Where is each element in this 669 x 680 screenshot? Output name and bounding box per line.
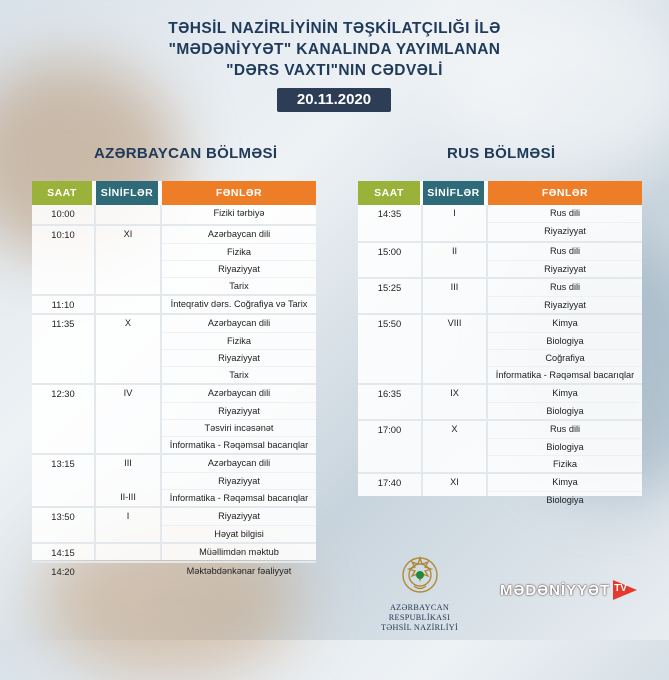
class-line: X (451, 424, 458, 434)
subjects-cell (488, 243, 642, 277)
subject-line: Biologiya (488, 491, 642, 509)
table-row (32, 453, 316, 506)
time-cell: 10:10 (51, 229, 75, 240)
class-cell (96, 455, 160, 506)
subject-line: Tarix (162, 277, 316, 295)
subjects-cell (488, 315, 642, 383)
class-cell (423, 243, 486, 277)
time-cell: 15:00 (377, 246, 402, 257)
az-section-title: AZƏRBAYCAN BÖLMƏSİ (94, 145, 278, 162)
subject-line: Təsviri incəsənət (162, 419, 316, 437)
ministry-line: TƏHSİL NAZİRLİYİ (380, 623, 459, 632)
subject-line: İnteqrativ dərs. Coğrafiya və Tarix (170, 299, 308, 309)
title-line: "DƏRS VAXTI"NIN CƏDVƏLİ (226, 62, 443, 79)
subject-line: Riyaziyyat (162, 402, 316, 420)
subject-line: Riyaziyyat (488, 260, 642, 278)
subject-line: Coğrafiya (488, 349, 642, 367)
subjects-column-header: FƏNLƏR (488, 181, 642, 205)
class-cell (96, 563, 160, 580)
time-cell: 14:35 (377, 208, 402, 219)
classes-column-header: SİNİFLƏR (96, 181, 158, 205)
tv-badge (612, 579, 638, 601)
class-cell (96, 315, 160, 383)
subject-line: Rus dili (549, 246, 581, 256)
time-cell: 12:30 (51, 388, 75, 399)
table-row (358, 472, 642, 508)
table-row (358, 241, 642, 277)
class-line: II-III (120, 492, 136, 502)
time-cell: 14:15 (51, 547, 75, 558)
table-row (32, 561, 316, 580)
class-line: IX (450, 388, 459, 398)
subject-line: Müəllimdən məktub (199, 547, 279, 557)
subject-line: Riyaziyyat (488, 222, 642, 240)
table-row (358, 419, 642, 472)
ministry-line: AZƏRBAYCAN RESPUBLİKASI (388, 603, 451, 622)
subject-line: İnformatika - Rəqəmsal bacarıqlar (162, 436, 316, 454)
class-cell (423, 315, 486, 383)
time-cell: 13:15 (51, 458, 75, 469)
subject-line: Riyaziyyat (218, 511, 260, 521)
subject-line: Rus dili (549, 208, 581, 218)
subject-line: İnformatika - Rəqəmsal bacarıqlar (488, 366, 642, 384)
class-cell (96, 226, 160, 294)
class-line: II (451, 246, 458, 256)
class-cell (423, 421, 486, 472)
class-line: I (453, 208, 456, 218)
subject-line: Fizika (162, 332, 316, 350)
ru-section-title: RUS BÖLMƏSİ (447, 145, 556, 162)
class-line: XI (123, 229, 133, 239)
subjects-cell (162, 315, 316, 383)
classes-column-header: SİNİFLƏR (423, 181, 484, 205)
class-cell (96, 385, 160, 453)
table-row (32, 224, 316, 294)
title-line: TƏHSİL NAZİRLİYİNİN TƏŞKİLATÇILIĞI İLƏ (168, 20, 501, 37)
subject-line: Azərbaycan dili (207, 388, 271, 398)
subjects-cell (162, 296, 316, 313)
subjects-cell (162, 205, 316, 222)
class-line: IV (123, 388, 133, 398)
table-row (32, 542, 316, 561)
subjects-column-header: FƏNLƏR (162, 181, 316, 205)
time-column-header: SAAT (358, 181, 420, 205)
tv-badge-text: TV (614, 583, 627, 594)
class-line (96, 205, 160, 222)
subject-line: Həyat bilgisi (162, 525, 316, 543)
class-line: X (124, 318, 132, 328)
subjects-cell (162, 226, 316, 294)
table-row (358, 277, 642, 313)
time-cell: 11:10 (51, 299, 75, 310)
table-row (32, 313, 316, 383)
subject-line: Məktəbdənkənar fəaliyyət (186, 566, 292, 576)
class-cell (423, 474, 486, 508)
subject-line: Azərbaycan dili (207, 458, 271, 468)
time-column-header: SAAT (32, 181, 92, 205)
class-line: VIII (447, 318, 462, 328)
subject-line: İnformatika - Rəqəmsal bacarıqlar (162, 489, 316, 507)
class-line: XI (450, 477, 459, 487)
subjects-cell (488, 421, 642, 472)
time-cell: 13:50 (51, 511, 75, 522)
subjects-cell (162, 385, 316, 453)
subject-line: Riyaziyyat (162, 472, 316, 490)
time-cell: 15:50 (377, 318, 402, 329)
table-row (358, 205, 642, 239)
subject-line: Riyaziyyat (162, 349, 316, 367)
subjects-cell (488, 385, 642, 419)
subject-line: Riyaziyyat (162, 260, 316, 278)
subject-line: Biologiya (488, 402, 642, 420)
table-row (358, 313, 642, 383)
schedule-title (0, 18, 669, 81)
subjects-cell (162, 563, 316, 580)
class-cell (96, 205, 160, 222)
class-line: III (124, 458, 132, 468)
subject-line: Rus dili (549, 424, 581, 434)
subjects-cell (488, 205, 642, 239)
time-cell: 10:00 (51, 208, 75, 219)
class-line (96, 563, 160, 580)
ministry-name (362, 603, 477, 633)
class-line: I (126, 511, 130, 521)
time-cell: 17:40 (377, 477, 402, 488)
class-cell (96, 296, 160, 313)
table-row (32, 506, 316, 542)
subjects-cell (162, 508, 316, 542)
azerbaijan-emblem-icon (400, 555, 440, 595)
time-cell: 17:00 (377, 424, 402, 435)
table-row (32, 205, 316, 222)
table-row (32, 383, 316, 453)
az-schedule-table (32, 181, 316, 577)
subjects-cell (162, 455, 316, 506)
class-line (96, 472, 160, 489)
ru-schedule-table (358, 181, 642, 505)
time-cell: 15:25 (377, 282, 402, 293)
subject-line: Riyaziyyat (488, 296, 642, 314)
table-row (32, 294, 316, 313)
subject-line: Fizika (162, 243, 316, 261)
subject-line: Fizika (488, 455, 642, 473)
subject-line: Kimya (552, 318, 578, 328)
subject-line: Tarix (162, 366, 316, 384)
channel-name: MƏDƏNİYYƏT (500, 581, 611, 599)
class-line: III (450, 282, 459, 292)
subject-line: Azərbaycan dili (207, 318, 271, 328)
table-row (358, 383, 642, 419)
class-line (96, 296, 160, 313)
subject-line: Azərbaycan dili (207, 229, 271, 239)
class-cell (423, 279, 486, 313)
subject-line: Biologiya (488, 332, 642, 350)
class-line (96, 544, 160, 561)
class-cell (423, 385, 486, 419)
subjects-cell (488, 279, 642, 313)
class-cell (423, 205, 486, 239)
subject-line: Kimya (552, 477, 578, 487)
time-cell: 14:20 (51, 566, 75, 577)
subject-line: Kimya (552, 388, 578, 398)
time-cell: 11:35 (51, 318, 75, 329)
subjects-cell (162, 544, 316, 561)
subjects-cell (488, 474, 642, 508)
medeniyyet-tv-logo (500, 578, 638, 602)
time-cell: 16:35 (377, 388, 402, 399)
schedule-date: 20.11.2020 (277, 88, 391, 112)
title-line: "MƏDƏNİYYƏT" KANALINDA YAYIMLANAN (168, 41, 501, 58)
class-cell (96, 508, 160, 542)
subject-line: Fiziki tərbiyə (213, 208, 265, 218)
subject-line: Biologiya (488, 438, 642, 456)
subject-line: Rus dili (549, 282, 581, 292)
class-cell (96, 544, 160, 561)
